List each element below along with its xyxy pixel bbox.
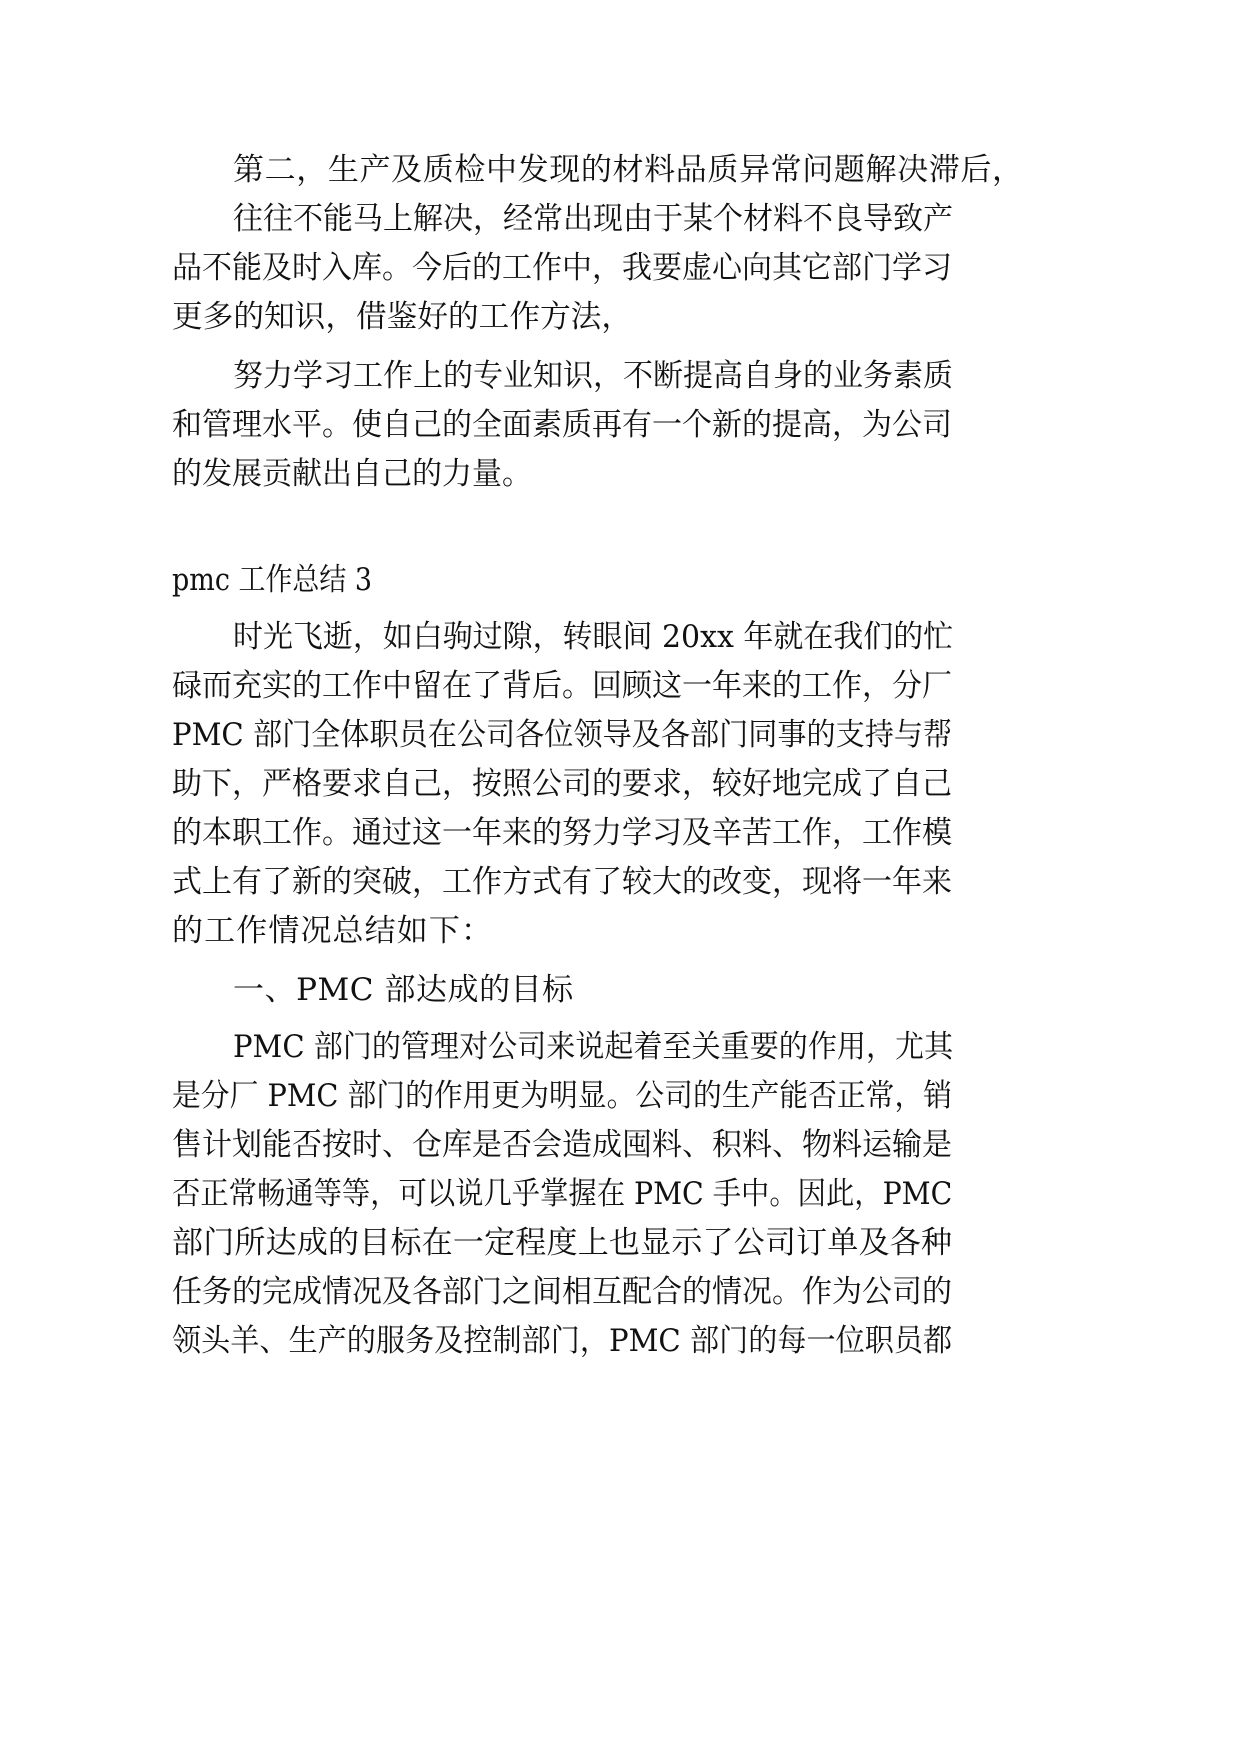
subsection-heading: 一、PMC 部达成的目标 (233, 972, 574, 1008)
paragraph-line: 第二，生产及质检中发现的材料品质异常问题解决滞后， (233, 152, 1024, 188)
paragraph-line: 部门所达成的目标在一定程度上也显示了公司订单及各种 (172, 1225, 953, 1261)
paragraph-line: PMC 部门全体职员在公司各位领导及各部门同事的支持与帮 (172, 717, 953, 753)
paragraph-line: 否正常畅通等等，可以说几乎掌握在 PMC 手中。因此，PMC (172, 1176, 953, 1212)
paragraph-line: 是分厂 PMC 部门的作用更为明显。公司的生产能否正常，销 (172, 1078, 953, 1114)
paragraph-line: 的发展贡献出自己的力量。 (172, 456, 532, 492)
paragraph-line: 和管理水平。使自己的全面素质再有一个新的提高，为公司 (172, 407, 952, 443)
paragraph-line: 售计划能否按时、仓库是否会造成囤料、积料、物料运输是 (172, 1127, 952, 1163)
paragraph-line: 品不能及时入库。今后的工作中，我要虚心向其它部门学习 (172, 250, 952, 286)
paragraph-line: 领头羊、生产的服务及控制部门，PMC 部门的每一位职员都 (172, 1323, 953, 1359)
paragraph-line: PMC 部门的管理对公司来说起着至关重要的作用，尤其 (233, 1029, 954, 1065)
paragraph-line: 努力学习工作上的专业知识，不断提高自身的业务素质 (233, 358, 953, 394)
section-heading: pmc 工作总结 3 (172, 562, 373, 598)
paragraph-line: 的工作情况总结如下： (172, 913, 494, 949)
paragraph-line: 的本职工作。通过这一年来的努力学习及辛苦工作，工作模 (172, 815, 952, 851)
paragraph-line: 助下，严格要求自己，按照公司的要求，较好地完成了自己 (172, 766, 952, 802)
paragraph-line: 碌而充实的工作中留在了背后。回顾这一年来的工作，分厂 (172, 668, 952, 704)
paragraph-line: 更多的知识，借鉴好的工作方法， (172, 299, 632, 335)
paragraph-line: 式上有了新的突破，工作方式有了较大的改变，现将一年来 (172, 864, 952, 900)
paragraph-line: 往往不能马上解决，经常出现由于某个材料不良导致产 (233, 201, 953, 237)
paragraph-line: 时光飞逝，如白驹过隙，转眼间 20xx 年就在我们的忙 (233, 619, 954, 655)
paragraph-line: 任务的完成情况及各部门之间相互配合的情况。作为公司的 (172, 1274, 952, 1310)
